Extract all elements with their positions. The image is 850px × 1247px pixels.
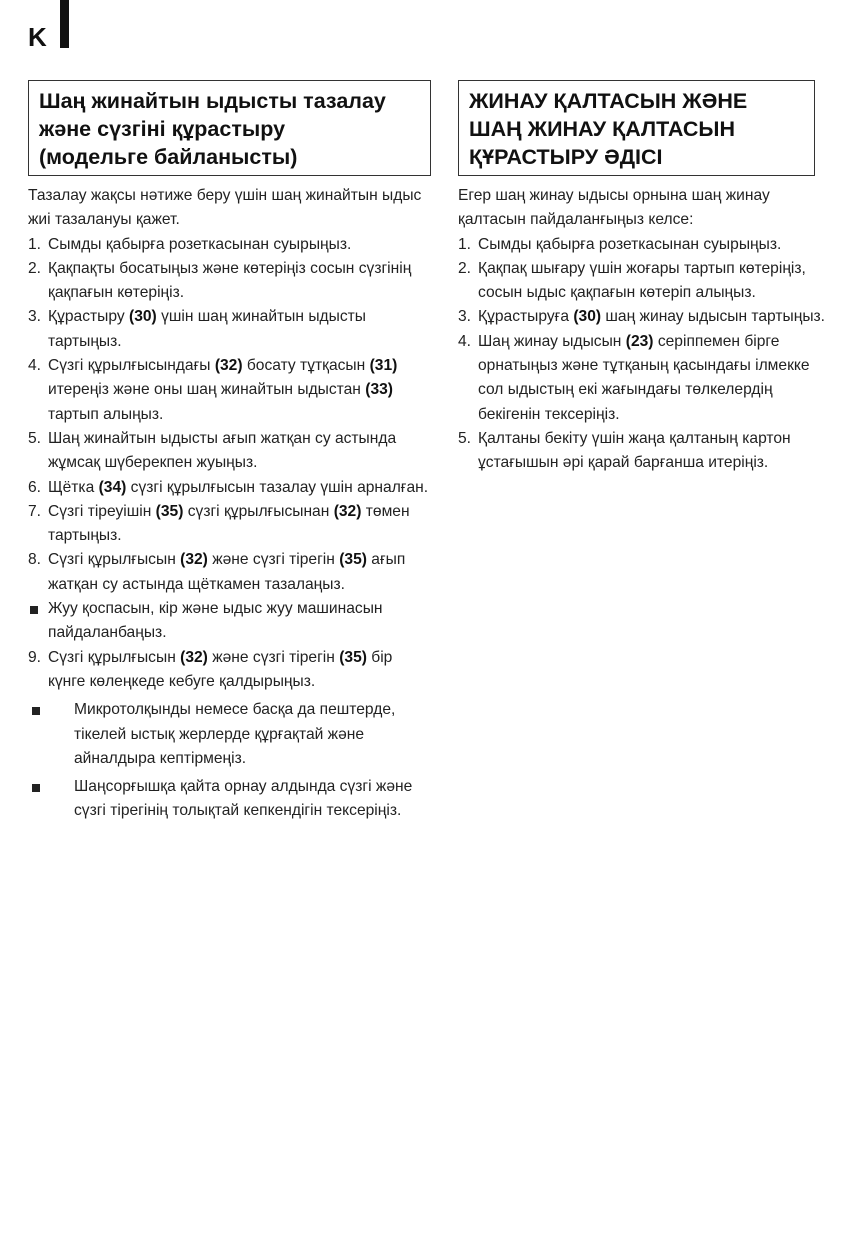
left-intro-paragraph: Тазалау жақсы нәтиже беру үшін шаң жинайтын ыдыс жиі тазалануы қажет. (28, 187, 422, 229)
square-bullet-icon (32, 784, 40, 792)
right-heading-line-3: ҚҰРАСТЫРУ ӘДІСІ (469, 145, 663, 169)
left-heading-line-2: және сүзгіні құрастыру (39, 117, 286, 141)
step-number: 5. (458, 429, 472, 447)
step-text: Сүзгі тіреуішін (48, 502, 156, 520)
step-number: 4. (458, 332, 472, 350)
bullet-note (28, 597, 433, 646)
step-text: бір күнге көлеңкеде кебуге қалдырыңыз. (48, 648, 393, 690)
step-item (28, 646, 433, 695)
step-text: Микротолқынды немесе басқа да пештерде, тікелей ыстық жерлерде құрғақтай және айналдыра кептірмеңіз. (74, 701, 396, 767)
part-reference-number: (35) (339, 551, 367, 569)
step-text: Сымды қабырға розеткасынан суырыңыз. (48, 235, 352, 253)
step-text: тартып алыңыз. (48, 405, 164, 423)
step-text: серіппемен бірге орнатыңыз және тұтқаның қасындағы ілмекке сол ыдыстың екі жағындағы төлкелердің бекігенін тексеріңіз. (478, 332, 810, 423)
step-item (28, 354, 433, 427)
part-reference-number: (30) (573, 308, 602, 326)
step-number: 3. (28, 308, 42, 326)
step-text: Жуу қоспасын, кір және ыдыс жуу машинасын пайдаланбаңыз. (48, 600, 383, 642)
right-section-heading-box (458, 80, 815, 176)
step-number: 2. (28, 259, 42, 277)
part-reference-number: (31) (369, 357, 398, 375)
part-reference-number: (33) (365, 381, 393, 399)
step-text: босату тұтқасын (242, 357, 370, 375)
square-bullet-icon (32, 707, 40, 715)
step-number: 5. (28, 429, 42, 447)
part-reference-number: (35) (339, 648, 367, 666)
step-item (28, 233, 433, 257)
left-column (28, 80, 433, 824)
step-item (458, 330, 830, 427)
bullet-note (28, 775, 433, 824)
right-column (458, 80, 830, 476)
step-text: Щётка (48, 478, 99, 496)
right-steps-list (458, 233, 830, 476)
part-reference-number: (30) (129, 308, 157, 326)
language-label: K (28, 22, 47, 52)
step-text: және сүзгі тірегін (207, 648, 340, 666)
part-reference-number: (32) (214, 357, 243, 375)
step-text: үшін шаң жинайтын ыдысты тартыңыз. (48, 308, 367, 350)
step-item (458, 233, 830, 257)
part-reference-number: (34) (98, 478, 127, 496)
step-text: Сүзгі құрылғысын (48, 551, 181, 569)
step-text: Сүзгі құрылғысындағы (48, 357, 215, 375)
part-reference-number: (32) (180, 551, 208, 569)
step-text: шаң жинау ыдысын тартыңыз. (601, 308, 826, 326)
step-text: Сымды қабырға розеткасынан суырыңыз. (478, 235, 782, 253)
left-heading-line-3: (модельге байланысты) (39, 145, 298, 169)
step-text: Қалтаны бекіту үшін жаңа қалтаның картон ұстағышын әрі қарай барғанша итеріңіз. (478, 429, 791, 472)
step-text: төмен тартыңыз. (48, 502, 410, 545)
step-item (458, 305, 830, 329)
step-number: 3. (458, 308, 472, 326)
step-number: 1. (458, 235, 472, 253)
step-item (458, 427, 830, 476)
language-marker-bar (60, 0, 69, 48)
step-text: Шаң жинау ыдысын (478, 332, 626, 350)
part-reference-number: (32) (333, 502, 362, 520)
step-text: Сүзгі құрылғысын (48, 648, 181, 666)
right-heading-line-2: ШАҢ ЖИНАУ ҚАЛТАСЫН (469, 117, 735, 141)
part-reference-number: (23) (625, 332, 654, 350)
step-text: итереңіз және оны шаң жинайтын ыдыстан (48, 381, 366, 399)
right-heading-line-1: ЖИНАУ ҚАЛТАСЫН ЖӘНЕ (469, 89, 748, 113)
part-reference-number: (35) (155, 502, 184, 520)
step-number: 2. (458, 259, 472, 277)
step-number: 9. (28, 648, 42, 666)
step-number: 7. (28, 502, 42, 520)
step-item (28, 257, 433, 306)
step-item (28, 427, 433, 476)
step-number: 4. (28, 357, 42, 375)
left-steps-list (28, 233, 433, 824)
step-text: Шаң жинайтын ыдысты ағып жатқан су астында жұмсақ шүберекпен жуыңыз. (48, 429, 397, 472)
step-number: 1. (28, 235, 42, 253)
step-text: Құрастыру (48, 308, 129, 326)
step-text: ағып жатқан су астында щёткамен тазалаңыз. (48, 551, 406, 593)
step-text: және сүзгі тірегін (207, 551, 340, 569)
step-item (28, 476, 433, 500)
step-number: 8. (28, 551, 42, 569)
step-number: 6. (28, 478, 42, 496)
step-text: Шаңсорғышқа қайта орнау алдында сүзгі және сүзгі тірегінің толықтай кепкендігін тексеріңіз. (74, 778, 413, 820)
step-text: Қақпақ шығару үшін жоғары тартып көтеріңіз, сосын ыдыс қақпағын көтеріп алыңыз. (478, 259, 806, 302)
step-item (28, 548, 433, 597)
step-text: сүзгі құрылғысын тазалау үшін арналған. (126, 478, 429, 496)
part-reference-number: (32) (180, 648, 208, 666)
square-bullet-icon (30, 606, 38, 614)
step-item (28, 305, 433, 354)
step-item (458, 257, 830, 306)
right-intro-paragraph: Егер шаң жинау ыдысы орнына шаң жинау қалтасын пайдаланғыңыз келсе: (458, 187, 770, 229)
bullet-note (28, 698, 433, 771)
step-text: сүзгі құрылғысынан (183, 502, 334, 520)
left-section-heading-box (28, 80, 431, 176)
left-heading-line-1: Шаң жинайтын ыдысты тазалау (39, 89, 386, 113)
step-text: Құрастыруға (478, 308, 574, 326)
step-text: Қақпақты босатыңыз және көтеріңіз сосын сүзгінің қақпағын көтеріңіз. (48, 259, 412, 302)
step-item (28, 500, 433, 549)
